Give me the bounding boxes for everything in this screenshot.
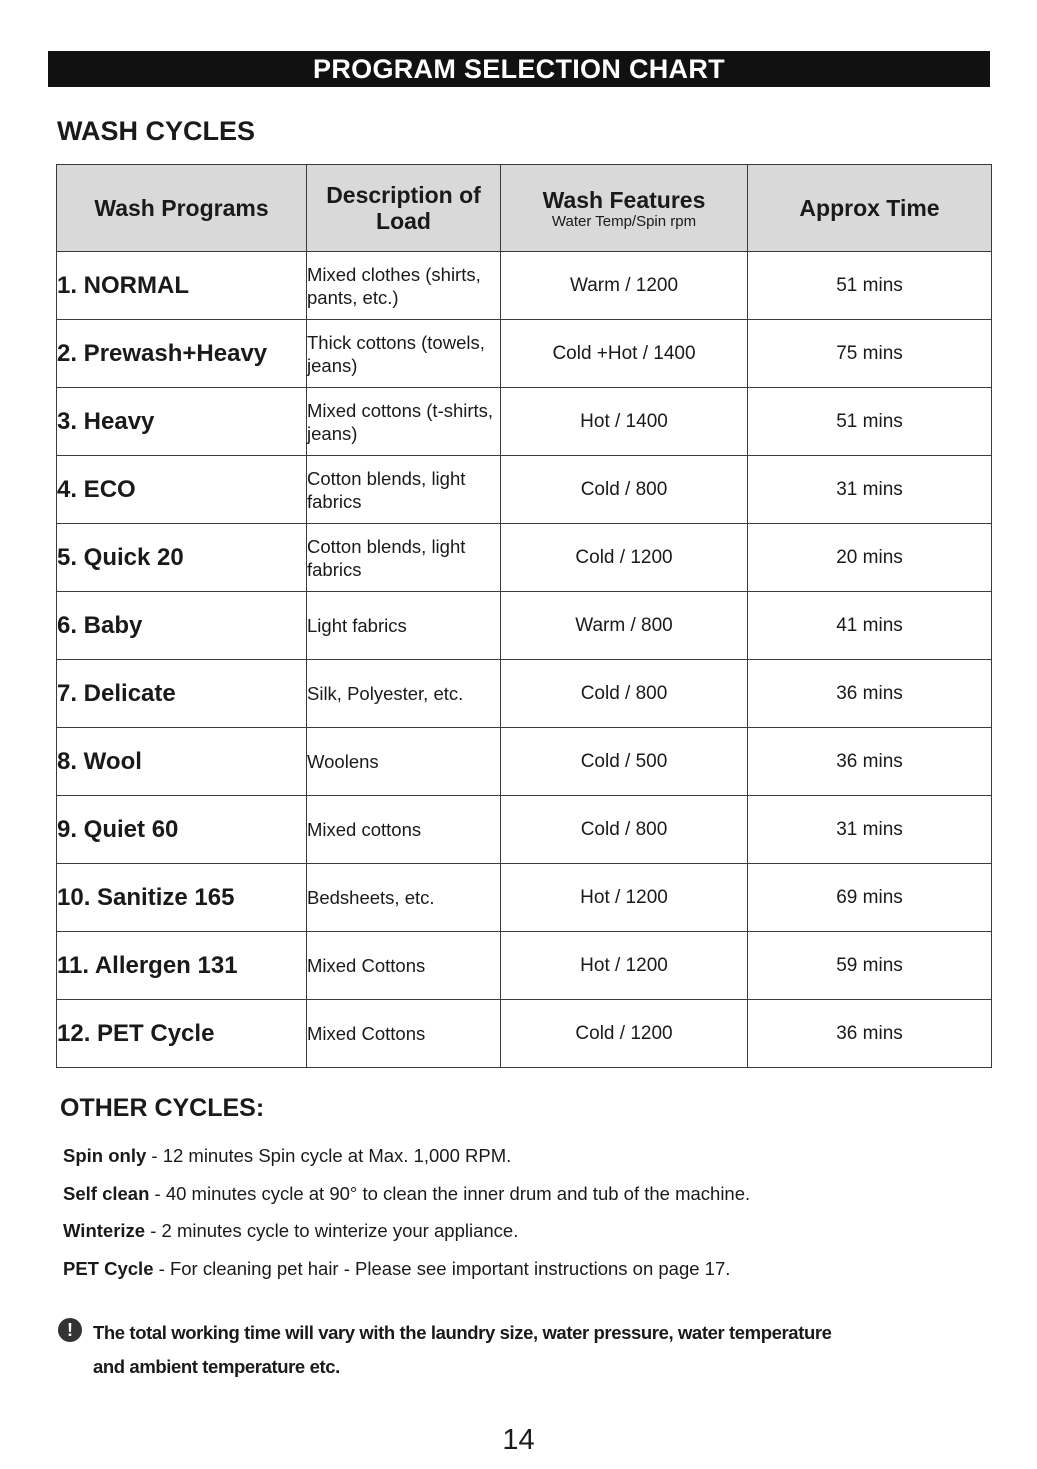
note-text <box>93 1316 978 1384</box>
table-body <box>57 252 992 1068</box>
page-number: 14 <box>502 1424 535 1456</box>
exclamation-icon: ! <box>58 1318 82 1342</box>
table-row <box>57 252 992 320</box>
header-wash-features: Wash Features Water Temp/Spin rpm <box>501 165 748 252</box>
time-cell: 31 mins <box>748 456 992 524</box>
other-cycle-text: - 12 minutes Spin cycle at Max. 1,000 RPM. <box>146 1145 512 1166</box>
other-cycles-heading: OTHER CYCLES: <box>60 1094 265 1122</box>
other-cycle-text: - 40 minutes cycle at 90° to clean the inner drum and tub of the machine. <box>149 1182 751 1204</box>
time-cell: 20 mins <box>748 524 992 592</box>
time-cell: 31 mins <box>748 796 992 864</box>
features-cell: Cold / 800 <box>501 796 748 864</box>
features-cell: Warm / 1200 <box>501 252 748 320</box>
program-cell: 8. Wool <box>57 728 307 796</box>
other-cycle-item <box>63 1257 963 1295</box>
description-cell: Light fabrics <box>307 592 501 660</box>
description-cell: Silk, Polyester, etc. <box>307 660 501 728</box>
time-cell: 51 mins <box>748 388 992 456</box>
description-cell: Mixed cottons (t-shirts, jeans) <box>307 388 501 456</box>
page-title: PROGRAM SELECTION CHART <box>48 51 990 87</box>
features-cell: Cold / 1200 <box>501 1000 748 1068</box>
features-cell: Cold / 800 <box>501 660 748 728</box>
time-cell: 59 mins <box>748 932 992 1000</box>
description-cell: Mixed Cottons <box>307 1000 501 1068</box>
table-row <box>57 660 992 728</box>
features-cell: Warm / 800 <box>501 592 748 660</box>
table-row <box>57 1000 992 1068</box>
features-cell: Cold / 800 <box>501 456 748 524</box>
features-cell: Hot / 1200 <box>501 864 748 932</box>
table-row <box>57 388 992 456</box>
time-cell: 36 mins <box>748 660 992 728</box>
time-cell: 51 mins <box>748 252 992 320</box>
table-row <box>57 524 992 592</box>
description-cell: Cotton blends, light fabrics <box>307 524 501 592</box>
other-cycle-text: - 2 minutes cycle to winterize your appliance. <box>145 1220 519 1241</box>
note-line-2: and ambient temperature etc. <box>93 1356 340 1377</box>
program-cell: 6. Baby <box>57 592 307 660</box>
other-cycle-name: Spin only <box>63 1145 147 1166</box>
table-header-row <box>57 165 992 252</box>
other-cycle-name: Winterize <box>63 1220 146 1241</box>
features-cell: Cold +Hot / 1400 <box>501 320 748 388</box>
program-selection-table <box>56 164 992 1068</box>
other-cycle-item <box>63 1219 963 1257</box>
program-cell: 3. Heavy <box>57 388 307 456</box>
note-line-1: The total working time will vary with the laundry size, water pressure, water temperature <box>93 1322 832 1343</box>
header-wash-features-sub: Water Temp/Spin rpm <box>551 212 697 230</box>
features-cell: Cold / 1200 <box>501 524 748 592</box>
program-cell: 1. NORMAL <box>57 252 307 320</box>
description-cell: Mixed clothes (shirts, pants, etc.) <box>307 252 501 320</box>
table-row <box>57 456 992 524</box>
table-row <box>57 728 992 796</box>
other-cycle-item <box>63 1144 963 1182</box>
time-cell: 41 mins <box>748 592 992 660</box>
header-description: Description of Load <box>307 165 501 252</box>
header-approx-time: Approx Time <box>748 165 992 252</box>
program-cell: 2. Prewash+Heavy <box>57 320 307 388</box>
program-cell: 12. PET Cycle <box>57 1000 307 1068</box>
time-cell: 36 mins <box>748 1000 992 1068</box>
other-cycle-text: - For cleaning pet hair - Please see important instructions on page 17. <box>153 1257 731 1279</box>
description-cell: Woolens <box>307 728 501 796</box>
time-cell: 36 mins <box>748 728 992 796</box>
features-cell: Hot / 1400 <box>501 388 748 456</box>
working-time-note <box>58 1316 978 1384</box>
other-cycle-name: PET Cycle <box>63 1257 154 1279</box>
features-cell: Hot / 1200 <box>501 932 748 1000</box>
other-cycle-name: Self clean <box>63 1182 150 1204</box>
time-cell: 75 mins <box>748 320 992 388</box>
table-row <box>57 320 992 388</box>
description-cell: Thick cottons (towels, jeans) <box>307 320 501 388</box>
description-cell: Cotton blends, light fabrics <box>307 456 501 524</box>
program-cell: 11. Allergen 131 <box>57 932 307 1000</box>
table-row <box>57 932 992 1000</box>
program-cell: 4. ECO <box>57 456 307 524</box>
description-cell: Mixed cottons <box>307 796 501 864</box>
program-cell: 9. Quiet 60 <box>57 796 307 864</box>
time-cell: 69 mins <box>748 864 992 932</box>
header-wash-programs: Wash Programs <box>57 165 307 252</box>
wash-cycles-heading: WASH CYCLES <box>57 116 256 146</box>
table-row <box>57 592 992 660</box>
table-row <box>57 796 992 864</box>
features-cell: Cold / 500 <box>501 728 748 796</box>
program-cell: 7. Delicate <box>57 660 307 728</box>
description-cell: Bedsheets, etc. <box>307 864 501 932</box>
program-cell: 10. Sanitize 165 <box>57 864 307 932</box>
table-row <box>57 864 992 932</box>
program-cell: 5. Quick 20 <box>57 524 307 592</box>
description-cell: Mixed Cottons <box>307 932 501 1000</box>
other-cycle-item <box>63 1182 963 1220</box>
other-cycles-list <box>63 1144 963 1294</box>
